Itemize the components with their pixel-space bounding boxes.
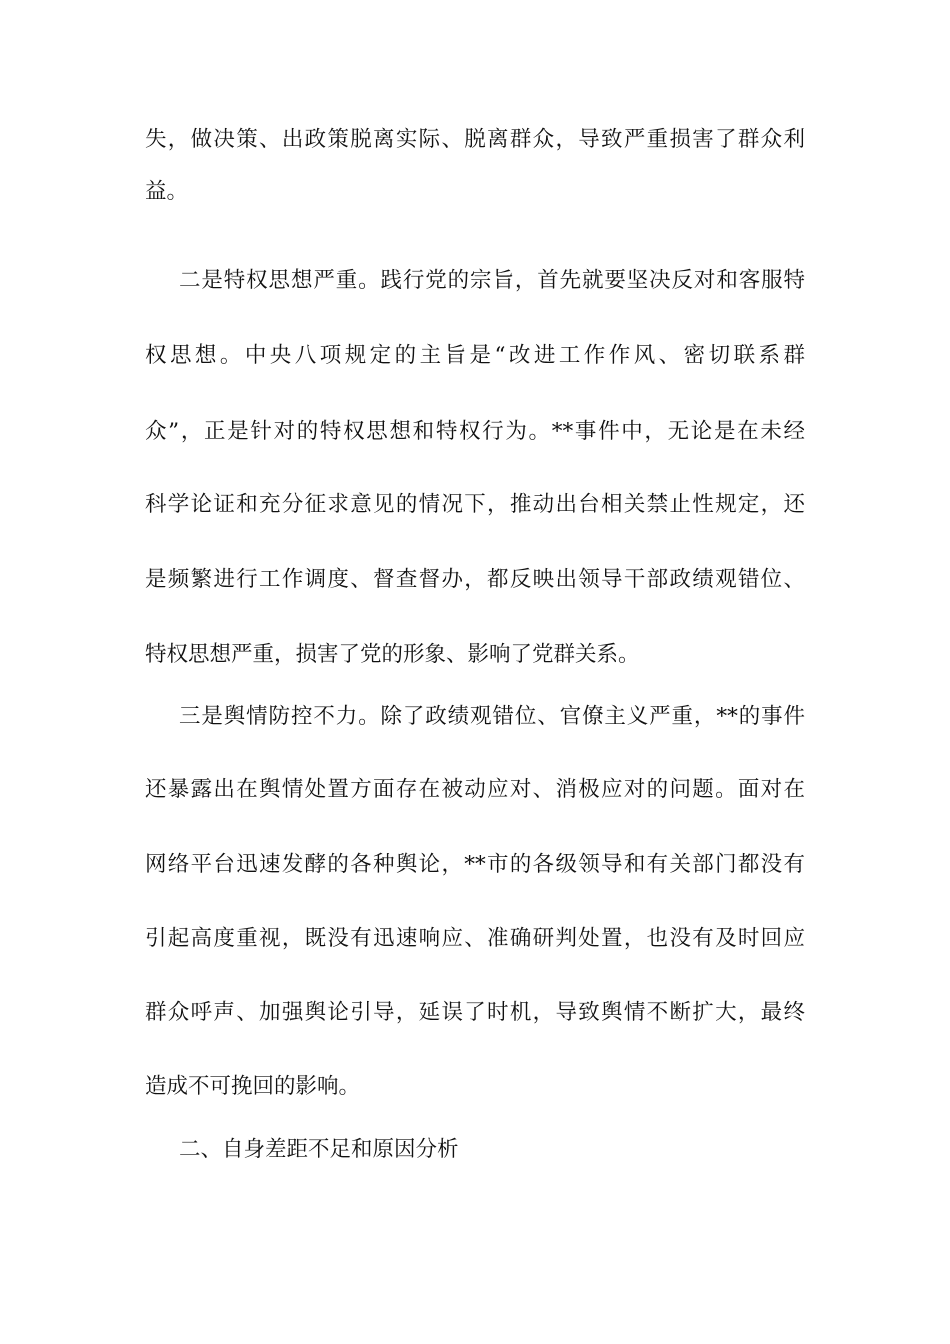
paragraph-line: 引起高度重视，既没有迅速响应、准确研判处置，也没有及时回应	[145, 926, 805, 951]
section-heading: 二、自身差距不足和原因分析	[179, 1137, 459, 1162]
paragraph-line: 众”，正是针对的特权思想和特权行为。**事件中，无论是在未经	[145, 419, 805, 444]
paragraph-line: 失，做决策、出政策脱离实际、脱离群众，导致严重损害了群众利	[145, 127, 805, 152]
paragraph-line: 特权思想严重，损害了党的形象、影响了党群关系。	[145, 642, 640, 667]
paragraph-line: 还暴露出在舆情处置方面存在被动应对、消极应对的问题。面对在	[145, 777, 805, 802]
paragraph-line: 网络平台迅速发酵的各种舆论，**市的各级领导和有关部门都没有	[145, 852, 805, 877]
paragraph-line: 三是舆情防控不力。除了政绩观错位、官僚主义严重，**的事件	[179, 704, 805, 729]
paragraph-line: 权思想。中央八项规定的主旨是“改进工作作风、密切联系群	[145, 343, 805, 368]
paragraph-line: 科学论证和充分征求意见的情况下，推动出台相关禁止性规定，还	[145, 492, 805, 517]
paragraph-line: 群众呼声、加强舆论引导，延误了时机，导致舆情不断扩大，最终	[145, 1000, 805, 1025]
paragraph-line: 造成不可挽回的影响。	[145, 1074, 361, 1099]
paragraph-line: 二是特权思想严重。践行党的宗旨，首先就要坚决反对和客服特	[179, 268, 805, 293]
paragraph-line: 益。	[145, 179, 189, 204]
paragraph-line: 是频繁进行工作调度、督查督办，都反映出领导干部政绩观错位、	[145, 567, 805, 592]
